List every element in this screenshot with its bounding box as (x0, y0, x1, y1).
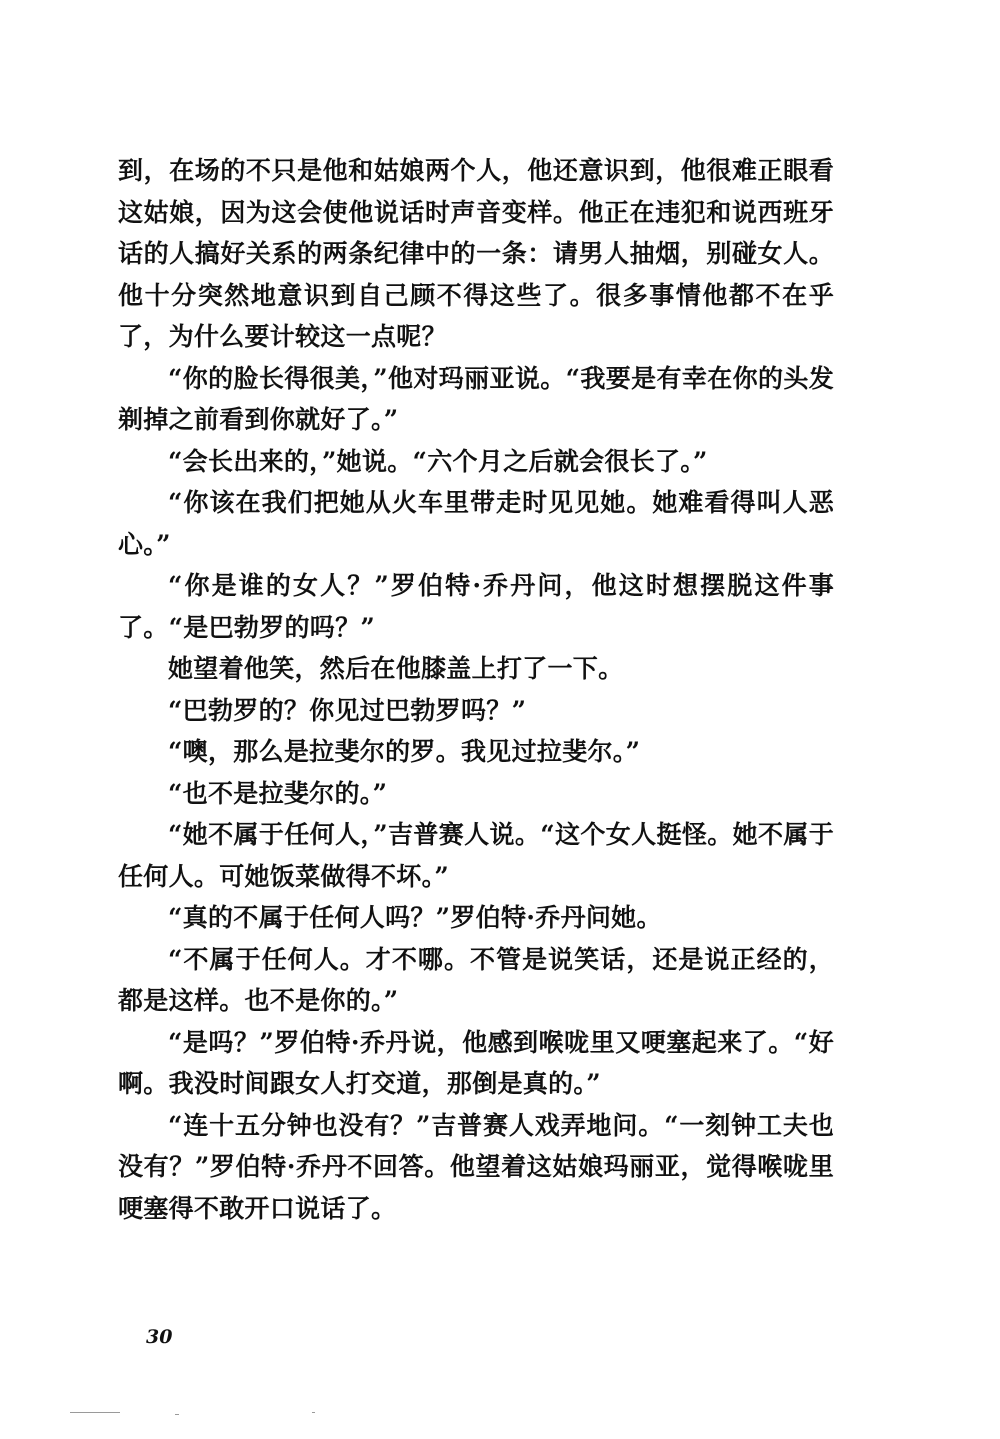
paragraph-2: “你的脸长得很美，”他对玛丽亚说。“我要是有幸在你的头发剃掉之前看到你就好了。” (118, 363, 834, 434)
scan-speck (175, 1414, 179, 1415)
page-number: 30 (146, 1326, 173, 1348)
paragraph-8: “噢，那么是拉斐尔的罗。我见过拉斐尔。” (168, 737, 641, 766)
paragraph-5: “你是谁的女人？”罗伯特·乔丹问，他这时想摆脱这件事了。“是巴勃罗的吗？” (118, 571, 834, 642)
paragraph-7: “巴勃罗的？你见过巴勃罗吗？” (168, 695, 527, 725)
scan-speck (312, 1412, 315, 1413)
body-text (118, 150, 834, 1229)
paragraph-9: “也不是拉斐尔的。” (168, 778, 388, 808)
paragraph-10: “她不属于任何人，”吉普赛人说。“这个女人挺怪。她不属于任何人。可她饭菜做得不坏。” (118, 820, 834, 891)
paragraph-1: 到，在场的不只是他和姑娘两个人，他还意识到，他很难正眼看这姑娘，因为这会使他说话时声音变样。他正在违犯和说西班牙话的人搞好关系的两条纪律中的一条：请男人抽烟，别碰女人。他十分突然地意识到自己顾不得这些了。很多事情他都不在乎了，为什么要计较这一点呢？ (118, 156, 834, 351)
paragraph-11: “真的不属于任何人吗？”罗伯特·乔丹问她。 (168, 903, 662, 932)
paragraph-4: “你该在我们把她从火车里带走时见见她。她难看得叫人恶心。” (118, 488, 834, 559)
paragraph-14: “连十五分钟也没有？”吉普赛人戏弄地问。“一刻钟工夫也没有？”罗伯特·乔丹不回答。他望着这姑娘玛丽亚，觉得喉咙里哽塞得不敢开口说话了。 (118, 1110, 834, 1223)
paragraph-12: “不属于任何人。才不哪。不管是说笑话，还是说正经的，都是这样。也不是你的。” (118, 944, 834, 1015)
scan-speck (70, 1412, 120, 1413)
paragraph-3: “会长出来的，”她说。“六个月之后就会很长了。” (168, 446, 708, 476)
paragraph-13: “是吗？”罗伯特·乔丹说，他感到喉咙里又哽塞起来了。“好啊。我没时间跟女人打交道，那倒是真的。” (118, 1027, 834, 1098)
paragraph-6: 她望着他笑，然后在他膝盖上打了一下。 (168, 654, 624, 683)
